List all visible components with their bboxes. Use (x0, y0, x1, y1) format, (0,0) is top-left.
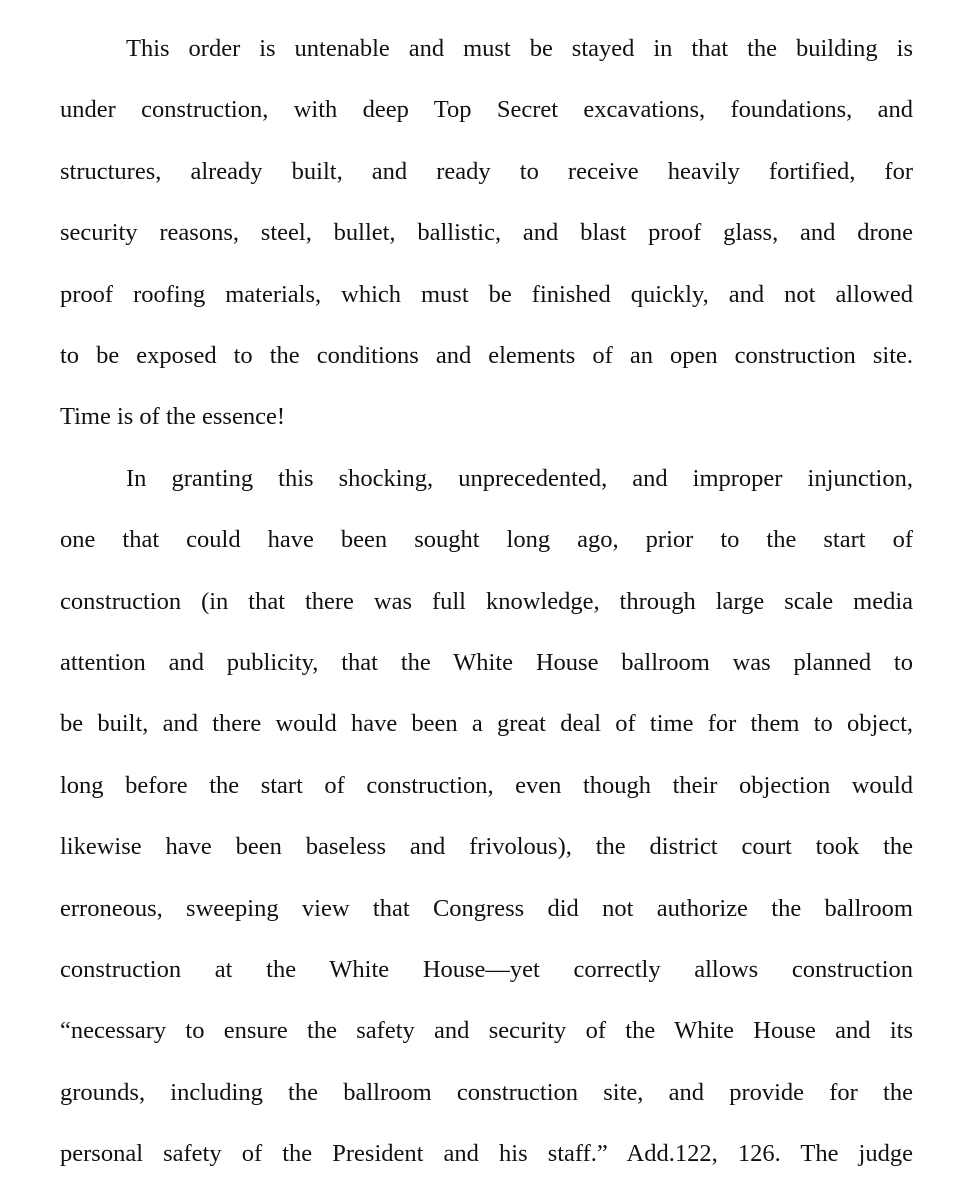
text-line: proof roofing materials, which must be finished quickly, and not allowed (60, 281, 913, 308)
text-line: personal safety of the President and his staff.” Add.122, 126. The judge (60, 1140, 913, 1167)
text-line: security reasons, steel, bullet, ballistic, and blast proof glass, and drone (60, 219, 913, 246)
text-line: This order is untenable and must be stayed in that the building is (126, 35, 913, 62)
text-line: likewise have been baseless and frivolous), the district court took the (60, 833, 913, 860)
text-line: construction (in that there was full knowledge, through large scale media (60, 588, 913, 615)
text-line: attention and publicity, that the White House ballroom was planned to (60, 649, 913, 676)
text-line: “necessary to ensure the safety and security of the White House and its (60, 1017, 913, 1044)
text-line: Time is of the essence! (60, 403, 285, 430)
text-line: long before the start of construction, even though their objection would (60, 772, 913, 799)
text-line: In granting this shocking, unprecedented, and improper injunction, (126, 465, 913, 492)
text-line: construction at the White House—yet correctly allows construction (60, 956, 913, 983)
text-line: erroneous, sweeping view that Congress did not authorize the ballroom (60, 895, 913, 922)
text-line: to be exposed to the conditions and elements of an open construction site. (60, 342, 913, 369)
text-line: grounds, including the ballroom construction site, and provide for the (60, 1079, 913, 1106)
text-line: one that could have been sought long ago, prior to the start of (60, 526, 913, 553)
text-line: structures, already built, and ready to receive heavily fortified, for (60, 158, 913, 185)
text-line: be built, and there would have been a great deal of time for them to object, (60, 710, 913, 737)
text-line: under construction, with deep Top Secret excavations, foundations, and (60, 96, 913, 123)
